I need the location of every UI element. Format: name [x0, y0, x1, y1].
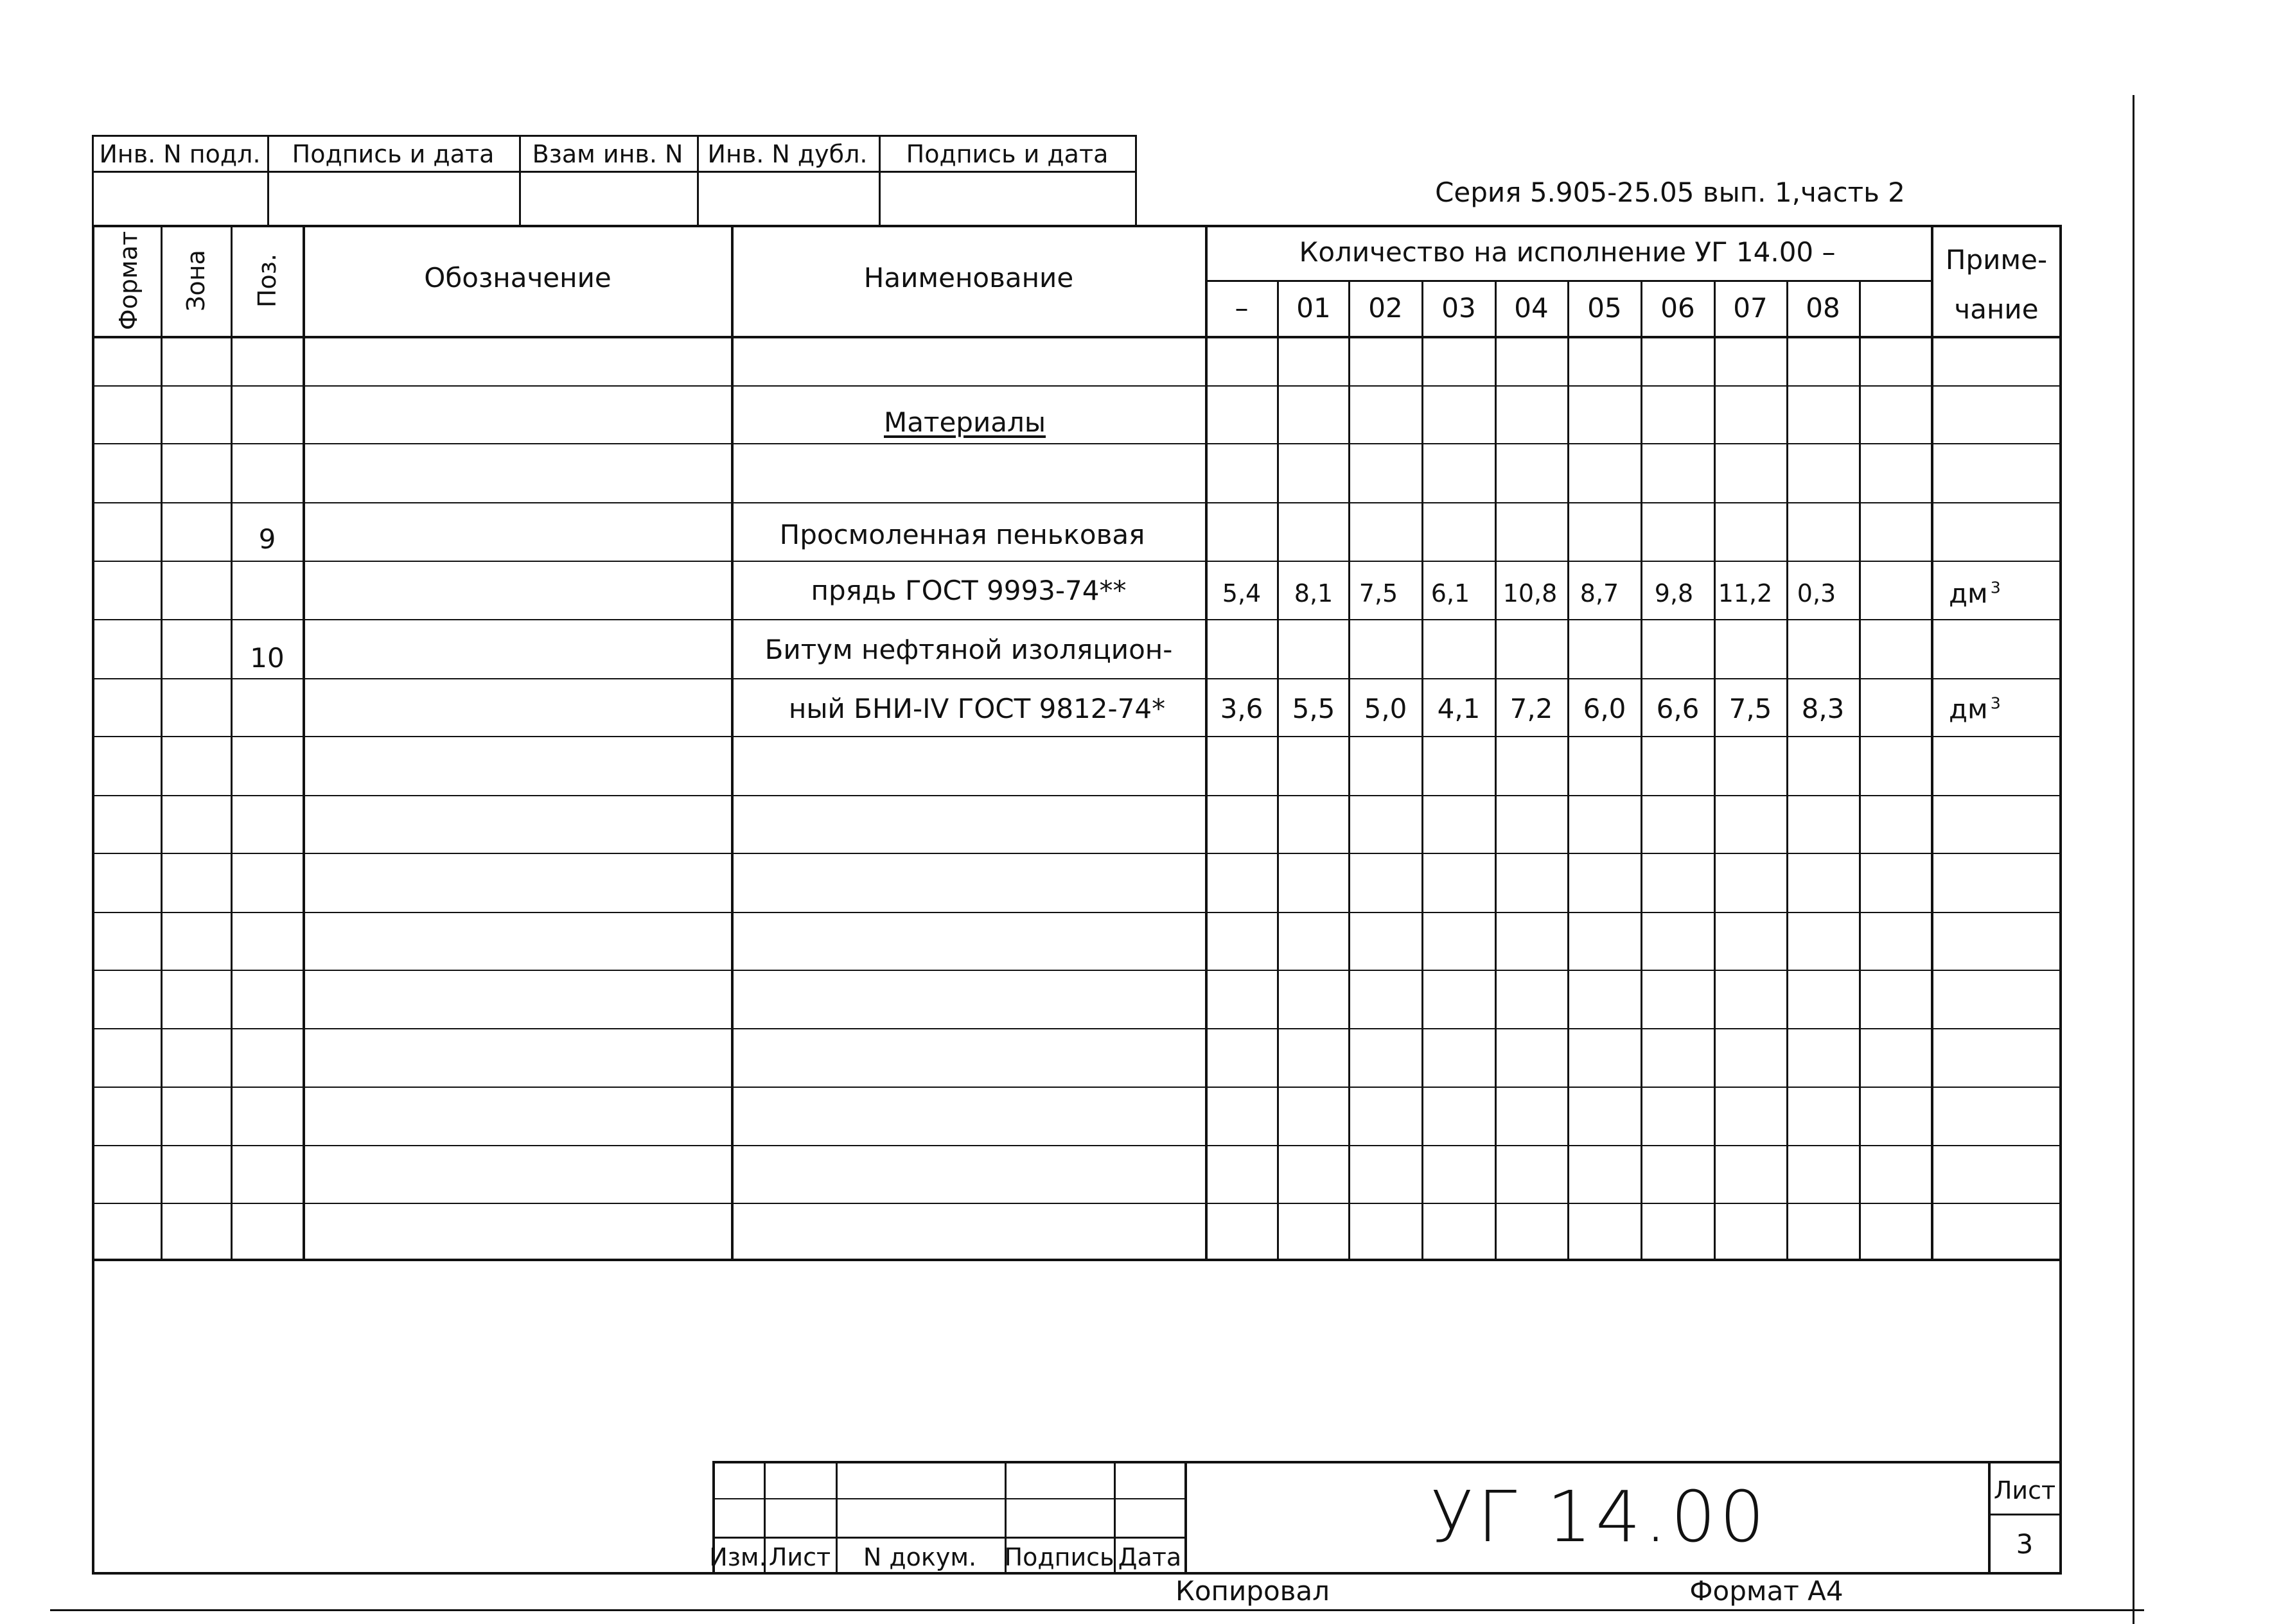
stamp-vzam-inv: Взам инв. N: [532, 140, 683, 168]
title-n-dokum: N докум.: [863, 1543, 977, 1571]
trim-line: [50, 1609, 2144, 1611]
item-value: 7,5: [1729, 693, 1772, 724]
item-poz: 10: [250, 642, 285, 674]
variant-label: 05: [1587, 292, 1622, 324]
item-value: 6,6: [1656, 693, 1700, 724]
stamp-podpis-data-2: Подпись и дата: [906, 140, 1109, 168]
variant-label: –: [1235, 292, 1249, 324]
header-quantity-title: Количество на исполнение УГ 14.00 –: [1299, 236, 1836, 268]
item-name-line1: Битум нефтяной изоляцион-: [764, 634, 1173, 665]
variant-label: 06: [1660, 292, 1695, 324]
sheet-label: Лист: [1993, 1476, 2056, 1505]
item-value: 11,2: [1718, 579, 1773, 607]
header-poz: Поз.: [253, 253, 281, 308]
title-data: Дата: [1118, 1543, 1182, 1571]
variant-label: 07: [1733, 292, 1768, 324]
item-value: 8,7: [1579, 579, 1619, 607]
item-value: 4,1: [1437, 693, 1481, 724]
item-value: 7,2: [1509, 693, 1553, 724]
item-poz: 9: [258, 523, 276, 555]
variant-label: 03: [1441, 292, 1476, 324]
title-podpis: Подпись: [1004, 1543, 1114, 1571]
footer-copied: Копировал: [1175, 1575, 1330, 1607]
item-value: 8,1: [1294, 579, 1333, 607]
header-prime: Приме-: [1945, 244, 2048, 275]
item-value: 5,4: [1222, 579, 1262, 607]
variant-label: 01: [1296, 292, 1331, 324]
stamp-inv-podl: Инв. N подл.: [99, 140, 261, 168]
title-list: Лист: [768, 1543, 831, 1571]
title-izm: Изм.: [709, 1543, 767, 1571]
document-designation: УГ 14.00: [1430, 1476, 1769, 1558]
item-value: 9,8: [1654, 579, 1694, 607]
trim-line: [2133, 95, 2134, 1624]
sheet-number: 3: [2016, 1528, 2034, 1560]
item-value: 8,3: [1801, 693, 1845, 724]
item-value: 3,6: [1220, 693, 1263, 724]
item-value: 6,1: [1430, 579, 1470, 607]
item-value: 7,5: [1359, 579, 1398, 607]
variant-label: 04: [1514, 292, 1549, 324]
footer-format: Формат А4: [1689, 1575, 1843, 1607]
header-zona: Зона: [182, 250, 210, 311]
variant-label: 02: [1368, 292, 1403, 324]
item-value: 5,0: [1364, 693, 1407, 724]
header-chanie: чание: [1954, 293, 2039, 325]
item-name-line2: ный БНИ-IV ГОСТ 9812-74*: [788, 693, 1166, 724]
header-oboznachenie: Обозначение: [424, 262, 612, 293]
header-naimenovanie: Наименование: [863, 262, 1074, 293]
item-value: 5,5: [1292, 693, 1335, 724]
item-value: 0,3: [1797, 579, 1836, 607]
item-value: 6,0: [1583, 693, 1626, 724]
item-unit: дм $^3$: [1949, 577, 2001, 609]
item-unit: дм $^3$: [1949, 693, 2001, 725]
section-title: Материалы: [884, 406, 1046, 438]
variant-label: 08: [1806, 292, 1840, 324]
item-value: 10,8: [1502, 579, 1558, 607]
header-format: Формат: [114, 231, 143, 331]
item-name-line1: Просмоленная пеньковая: [779, 519, 1145, 550]
stamp-inv-dubl: Инв. N дубл.: [707, 140, 868, 168]
item-name-line2: прядь ГОСТ 9993-74**: [811, 575, 1127, 606]
series-label: Серия 5.905-25.05 вып. 1,часть 2: [1435, 177, 1905, 208]
stamp-podpis-data-1: Подпись и дата: [292, 140, 495, 168]
